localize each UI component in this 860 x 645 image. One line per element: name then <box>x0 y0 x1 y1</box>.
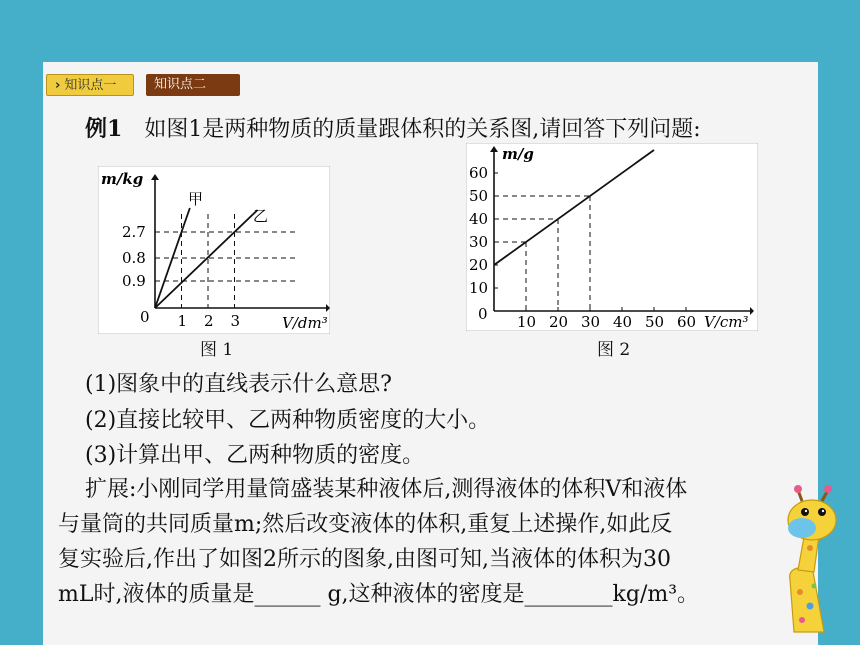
question-3: (3)计算出甲、乙两种物质的密度。 <box>85 443 425 468</box>
x-tick-label: 1 <box>177 312 188 330</box>
tab-label: 知识点一 <box>64 78 117 93</box>
question-1: (1)图象中的直线表示什么意思? <box>85 372 392 397</box>
x-tick-label: 20 <box>549 313 569 331</box>
tab-label: 知识点二 <box>154 77 207 92</box>
x-tick-label: 10 <box>517 313 537 331</box>
extension-line: 扩展:小刚同学用量筒盛装某种液体后,测得液体的体积V和液体 <box>85 477 688 502</box>
x-tick-label: 30 <box>581 313 601 331</box>
y-tick-label: 2.7 <box>122 223 146 241</box>
y-tick-label: 0.9 <box>122 272 146 290</box>
y-tick-label: 40 <box>469 210 489 228</box>
figure-1-chart <box>98 166 330 334</box>
example-text: 如图1是两种物质的质量跟体积的关系图,请回答下列问题: <box>144 117 701 142</box>
tab-knowledge-point-1[interactable] <box>46 74 134 96</box>
x-tick-label: 3 <box>230 312 241 330</box>
series-label-yi: 乙 <box>253 207 269 225</box>
y-tick-label: 50 <box>469 187 489 205</box>
x-tick-label: 40 <box>613 313 633 331</box>
giraffe-icon <box>772 482 858 642</box>
example-heading <box>85 112 701 143</box>
x-axis-label: V/cm³ <box>704 313 749 331</box>
y-tick-label: 20 <box>469 256 489 274</box>
origin-label: 0 <box>478 305 488 323</box>
origin-label: 0 <box>140 308 150 326</box>
y-tick-label: 30 <box>469 233 489 251</box>
question-2: (2)直接比较甲、乙两种物质密度的大小。 <box>85 408 491 433</box>
x-tick-label: 60 <box>677 313 697 331</box>
figure-2-caption: 图 2 <box>597 340 631 360</box>
y-tick-labels <box>122 223 146 290</box>
extension-paragraph <box>58 472 803 612</box>
y-tick-label: 10 <box>469 279 489 297</box>
example-number: 例1 <box>85 116 123 142</box>
x-axis-label: V/dm³ <box>282 314 328 332</box>
extension-line: 与量筒的共同质量m;然后改变液体的体积,重复上述操作,如此反 <box>58 512 673 537</box>
x-tick-label: 50 <box>645 313 665 331</box>
y-tick-label: 0.8 <box>122 249 146 267</box>
figure-1-caption: 图 1 <box>200 340 234 360</box>
chart-background <box>466 143 758 331</box>
figure-2-chart <box>466 143 758 331</box>
x-tick-labels <box>178 312 241 330</box>
extension-line: mL时,液体的质量是______ g,这种液体的密度是________kg/m³。 <box>58 582 700 607</box>
y-axis-label: m/g <box>502 145 534 163</box>
tab-knowledge-point-2[interactable] <box>146 74 240 96</box>
chevron-right-icon: › <box>55 78 61 93</box>
series-label-jia: 甲 <box>188 190 204 208</box>
y-tick-label: 60 <box>469 164 489 182</box>
y-axis-label: m/kg <box>101 170 144 188</box>
extension-line: 复实验后,作出了如图2所示的图象,由图可知,当液体的体积为30 <box>58 547 671 572</box>
x-tick-label: 2 <box>204 312 214 330</box>
